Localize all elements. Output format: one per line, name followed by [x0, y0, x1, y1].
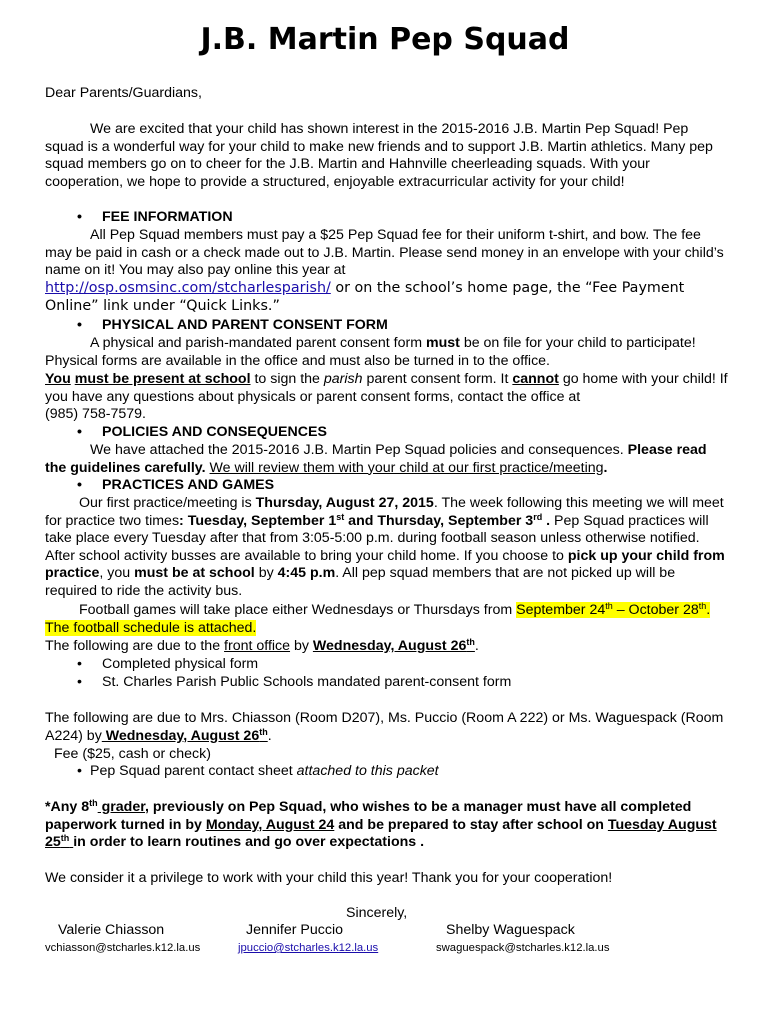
closing-line: We consider it a privilege to work with your child this year! Thank you for your cooperation!: [45, 870, 613, 886]
due-front-office: The following are due to the front office by Wednesday, August 26th.: [45, 637, 479, 654]
football-dates-highlight: September 24th – October 28th. The football schedule is attached.: [45, 601, 711, 636]
list-item: • Completed physical form: [77, 656, 259, 672]
signer-email-link[interactable]: jpuccio@stcharles.k12.la.us: [238, 942, 379, 954]
practices-paragraph: Our first practice/meeting is Thursday, August 27, 2015. The week following this meeting we will meet for practice two times: Tuesday, September 1st and Thursday, September 3rd . Pep Squad practices will take place every Tuesday after that from 3:05-5:00 p.m. during football season unless otherwise notified. After school activity busses are available to bring your child home. If you choose to pick up your child from practice, you must be at school by 4:45 p.m. All pep squad members that are not picked up will be required to ride the activity bus.: [45, 495, 725, 599]
physical-paragraph-1: A physical and parish-mandated parent consent form must be on file for your child to participate! Physical forms are available in the office and must also be turned in to the office.: [45, 335, 696, 369]
signer-name: Valerie Chiasson: [58, 922, 165, 938]
signer-email: swaguespack@stcharles.k12.la.us: [436, 942, 610, 954]
practices-heading: • PRACTICES AND GAMES: [77, 477, 275, 493]
policies-paragraph: We have attached the 2015-2016 J.B. Martin Pep Squad policies and consequences. Please read the guidelines carefully. We will review them with your child at our first practice/meeting.: [45, 442, 707, 476]
signer-email: vchiasson@stcharles.k12.la.us: [45, 942, 201, 954]
sincerely: Sincerely,: [346, 905, 408, 921]
fee-payment-link[interactable]: http://osp.osmsinc.com/stcharlesparish/: [45, 280, 331, 296]
policies-heading: • POLICIES AND CONSEQUENCES: [77, 424, 327, 440]
office-phone: (985) 758-7579.: [45, 406, 146, 422]
physical-heading: • PHYSICAL AND PARENT CONSENT FORM: [77, 317, 388, 333]
fee-link-line: http://osp.osmsinc.com/stcharlesparish/ or on the school’s home page, the “Fee Payment Online” link under “Quick Links.”: [45, 280, 685, 314]
page-title: J.B. Martin Pep Squad: [200, 22, 570, 57]
signer-name: Jennifer Puccio: [246, 922, 343, 938]
eighth-grader-note: *Any 8th grader, previously on Pep Squad, who wishes to be a manager must have all completed paperwork turned in by Monday, August 24 and be prepared to stay after school on Tuesday August 25th in order to learn routines and go over expectations .: [45, 798, 717, 851]
list-item: • St. Charles Parish Public Schools mandated parent-consent form: [77, 674, 512, 690]
list-item: • Pep Squad parent contact sheet attached to this packet: [77, 763, 439, 779]
signer-name: Shelby Waguespack: [446, 922, 575, 938]
due-teachers: The following are due to Mrs. Chiasson (Room D207), Ms. Puccio (Room A 222) or Ms. Waguespack (Room A224) by Wednesday, August 26th.: [45, 710, 724, 744]
intro-paragraph: We are excited that your child has shown interest in the 2015-2016 J.B. Martin Pep Squad! Pep squad is a wonderful way for your child to make new friends and to support J.B. Martin athletics. Many pep squad members go on to cheer for the J.B. Martin and Hahnville cheerleading squads. With your cooperation, we hope to provide a structured, enjoyable extracurricular activity for your child!: [45, 121, 713, 190]
physical-paragraph-2: You must be present at school to sign the parish parent consent form. It cannot go home with your child! If you have any questions about physicals or parent consent forms, contact the office at: [45, 371, 728, 405]
greeting: Dear Parents/Guardians,: [45, 85, 202, 101]
fee-heading: • FEE INFORMATION: [77, 209, 233, 225]
fee-line: Fee ($25, cash or check): [54, 746, 211, 762]
football-paragraph: Football games will take place either Wednesdays or Thursdays from September 24th – October 28th. The football schedule is attached.: [45, 601, 711, 636]
fee-paragraph: All Pep Squad members must pay a $25 Pep Squad fee for their uniform t-shirt, and bow. The fee may be paid in cash or a check made out to J.B. Martin. Please send money in an envelope with your child’s name on it! You may also pay online this year at: [45, 227, 724, 279]
